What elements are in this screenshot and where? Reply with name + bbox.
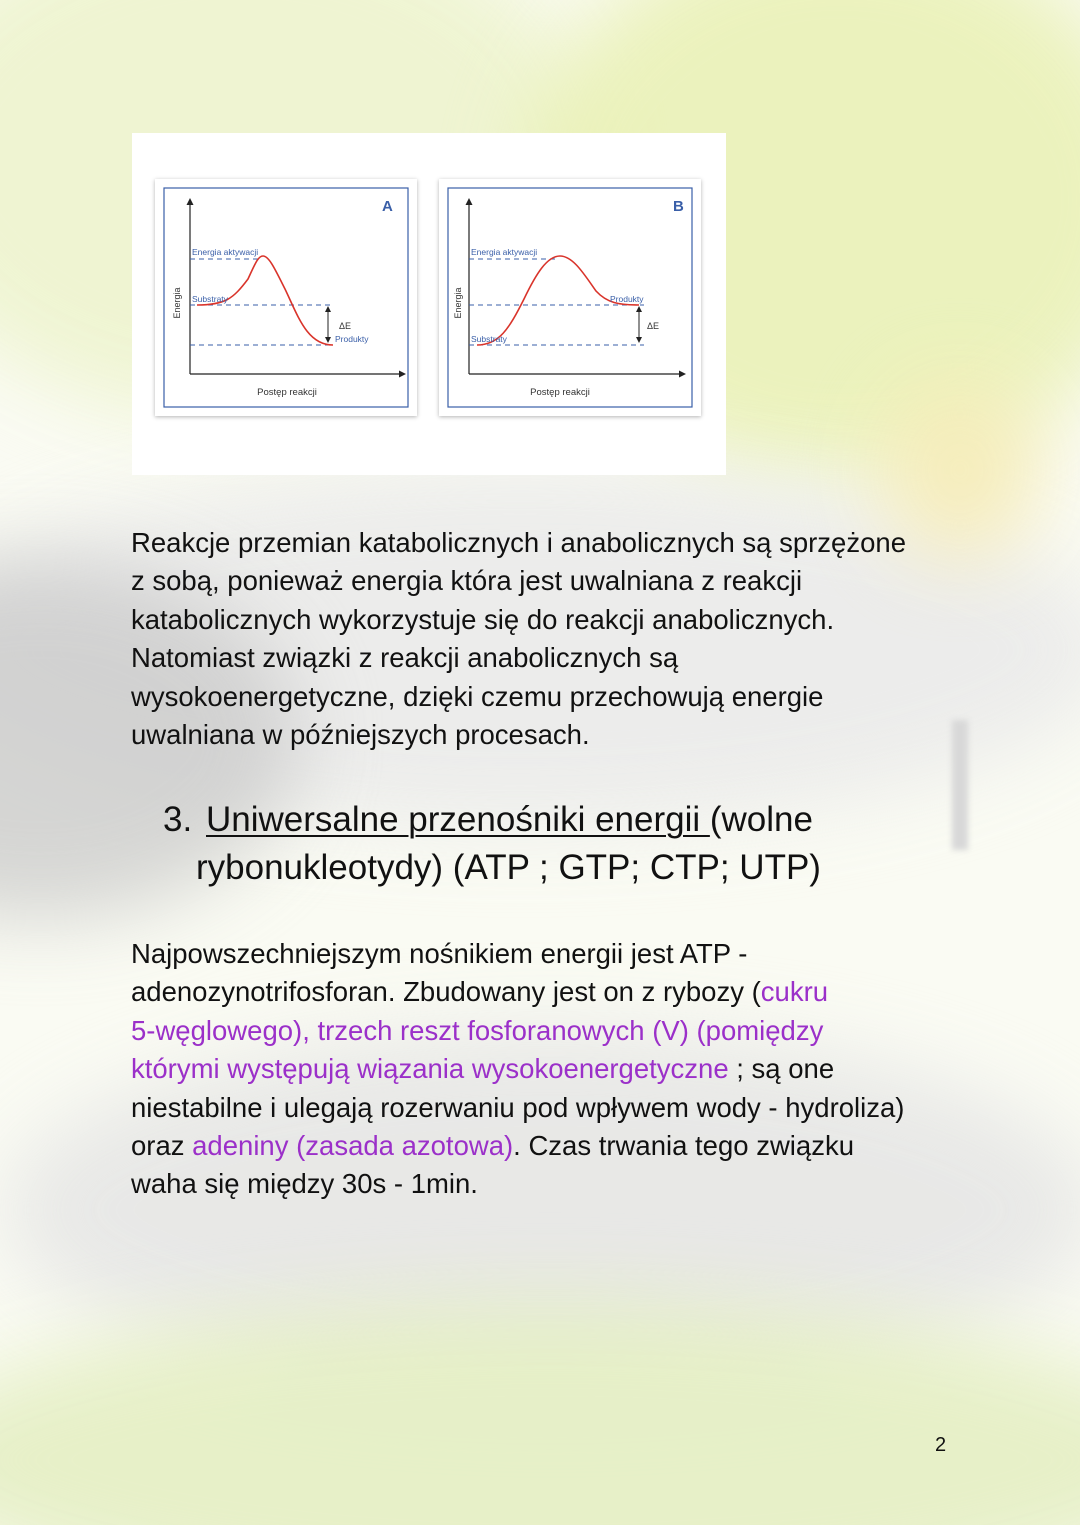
paragraph-atp xyxy=(131,935,991,1204)
substrate-label: Substraty xyxy=(192,294,228,304)
atp-highlight-ribose-phosphates: cukru 5-węglowego), trzech reszt fosforanowych (V) (pomiędzy którymi występują wiązania wysokoenergetyczne xyxy=(131,976,829,1085)
heading-line-two: rybonukleotydy) (ATP ; GTP; CTP; UTP) xyxy=(196,848,821,887)
activation-energy-label: Energia aktywacji xyxy=(471,247,538,257)
energy-diagram-figure xyxy=(132,133,726,475)
y-axis-label: Energia xyxy=(453,287,463,319)
atp-highlight-adenine: adeniny (zasada azotowa) xyxy=(192,1130,514,1162)
y-axis-label: Energia xyxy=(172,287,182,319)
atp-text-1: Najpowszechniejszym nośnikiem energii jest ATP - adenozynotrifosforan. Zbudowany jest on z rybozy ( xyxy=(131,938,761,1008)
energy-diagram-a-svg xyxy=(155,179,417,416)
product-label: Produkty xyxy=(335,334,369,344)
substrate-label: Substraty xyxy=(471,334,507,344)
atp-text-3: . Czas trwania tego związku waha się między 30s - 1min. xyxy=(131,1130,855,1200)
heading-text-rest: (wolne xyxy=(709,800,813,839)
page-number: 2 xyxy=(935,1434,947,1456)
paragraph-coupled-reactions: Reakcje przemian katabolicznych i anabolicznych są sprzężone z sobą, ponieważ energia która jest uwalniana z reakcji katabolicznych wykorzystuje się do reakcji anabolicznych. Natomiast związki z reakcji anabolicznych są wysokoenergetyczne, dzięki czemu przechowują energie uwalniana w późniejszych procesach. xyxy=(131,527,906,751)
energy-diagram-b xyxy=(439,179,701,416)
section-heading xyxy=(163,796,943,892)
heading-number: 3. xyxy=(163,800,193,839)
delta-e-label: ΔE xyxy=(647,321,660,331)
activation-energy-label: Energia aktywacji xyxy=(192,247,259,257)
panel-label: A xyxy=(382,198,393,215)
product-label: Produkty xyxy=(610,294,644,304)
atp-text-2: ; są one niestabilne i ulegają rozerwaniu pod wpływem wody - hydroliza) oraz xyxy=(131,1053,905,1162)
panel-label: B xyxy=(673,198,684,215)
energy-diagram-b-svg xyxy=(439,179,701,416)
energy-diagram-a xyxy=(155,179,417,416)
delta-e-label: ΔE xyxy=(339,321,352,331)
x-axis-label: Postęp reakcji xyxy=(257,387,317,398)
x-axis-label: Postęp reakcji xyxy=(530,387,590,398)
heading-underlined-text: Uniwersalne przenośniki energii xyxy=(206,800,710,839)
